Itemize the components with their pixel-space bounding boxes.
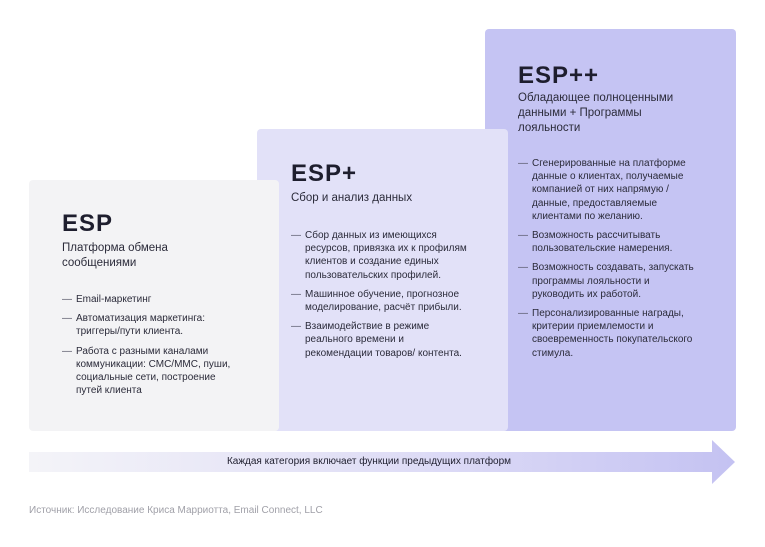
esp-plus-feature-list xyxy=(291,229,471,366)
esp-plus-plus-subtitle: Обладающее полноценными данными + Программы лояльности xyxy=(518,92,674,134)
esp-plus-plus-feature-list xyxy=(518,157,698,366)
esp-plus-plus-feature-item: — Возможность создавать, запускать программы лояльности и руководить их работой. xyxy=(518,261,698,301)
esp-title: ESP xyxy=(62,210,114,237)
esp-feature-item: — Работа с разными каналами коммуникации: СМС/ММС, пуши, социальные сети, построение путей клиента xyxy=(62,345,232,398)
esp-plus-subtitle: Сбор и анализ данных xyxy=(291,192,413,204)
source-note: Источник: Исследование Криса Марриотта, Email Connect, LLC xyxy=(29,505,323,516)
arrow-label: Каждая категория включает функции предыдущих платформ xyxy=(226,456,512,467)
esp-plus-feature-item: — Машинное обучение, прогнозное моделирование, расчёт прибыли. xyxy=(291,288,471,314)
esp-plus-plus-feature-item: — Сгенерированные на платформе данные о клиентах, получаемые компанией от них напрямую / данные, предоставляемые клиентами по желанию. xyxy=(518,157,698,223)
esp-plus-plus-feature-item: — Возможность рассчитывать пользовательские намерения. xyxy=(518,229,698,255)
esp-feature-list xyxy=(62,293,232,403)
esp-plus-plus-title: ESP++ xyxy=(518,62,600,89)
esp-plus-feature-item: — Сбор данных из имеющихся ресурсов, привязка их к профилям клиентов и создание единых пользовательских профилей. xyxy=(291,229,471,282)
esp-feature-item: — Email-маркетинг xyxy=(62,293,232,306)
esp-plus-plus-feature-item: — Персонализированные награды, критерии приемлемости и своевременность покупательского стимула. xyxy=(518,307,698,360)
esp-plus-title: ESP+ xyxy=(291,160,358,187)
esp-subtitle: Платформа обмена сообщениями xyxy=(62,242,168,269)
esp-plus-feature-item: — Взаимодействие в режиме реального времени и рекомендации товаров/ контента. xyxy=(291,320,471,360)
esp-feature-item: — Автоматизация маркетинга: триггеры/пути клиента. xyxy=(62,312,232,338)
